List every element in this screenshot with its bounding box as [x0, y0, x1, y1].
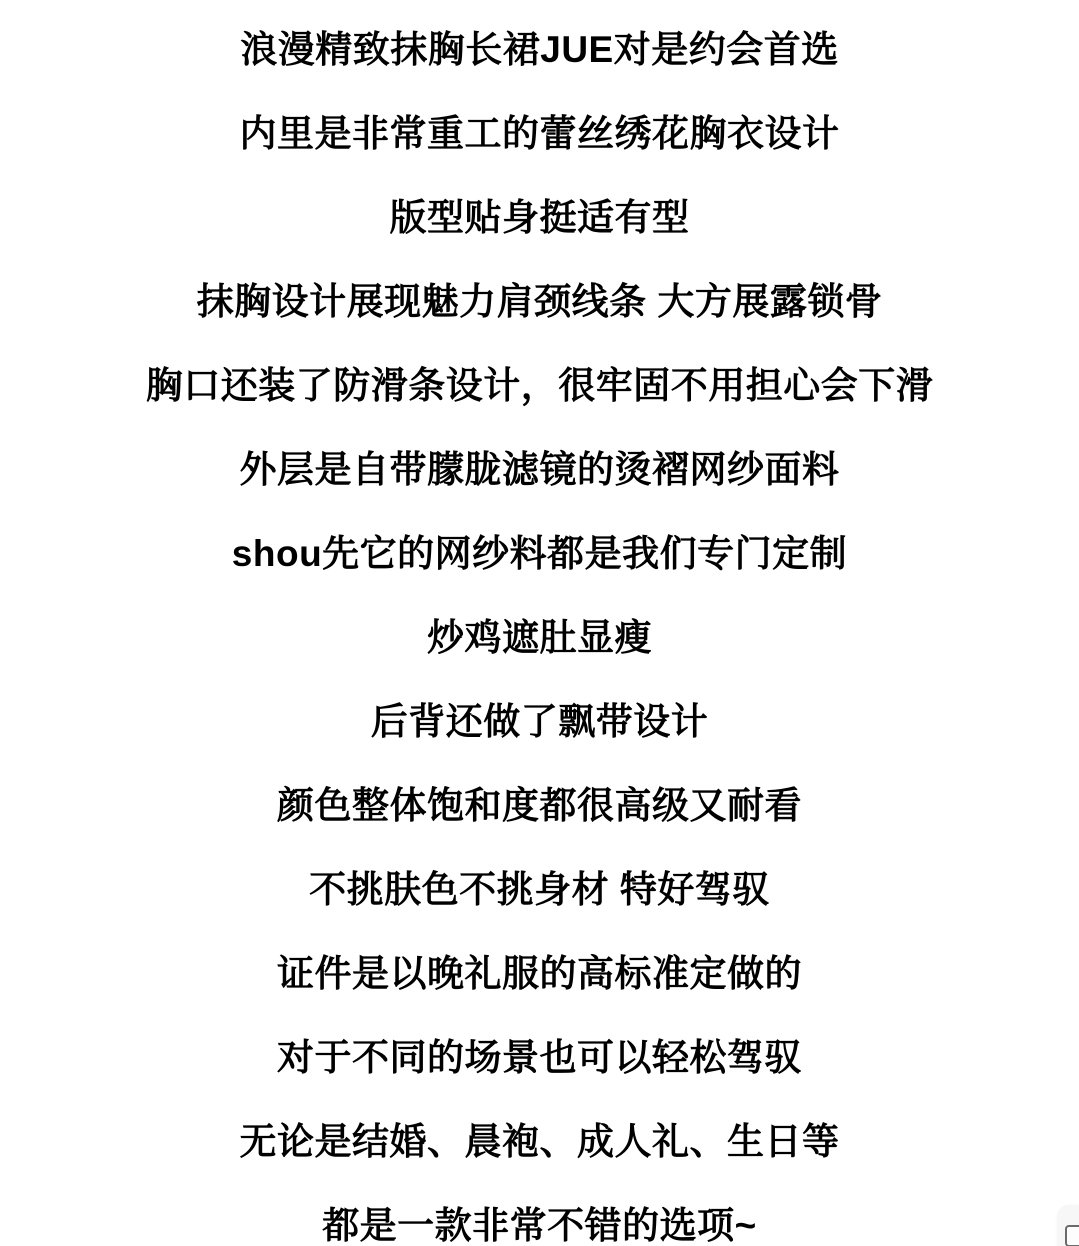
description-line-5: 胸口还装了防滑条设计，很牢固不用担心会下滑	[145, 365, 934, 406]
description-line-13: 对于不同的场景也可以轻松驾驭	[277, 1037, 802, 1078]
description-line-6: 外层是自带朦胧滤镜的烫褶网纱面料	[239, 449, 840, 490]
description-line-8: 炒鸡遮肚显瘦	[427, 617, 652, 658]
description-line-7: shou先它的网纱料都是我们专门定制	[231, 533, 848, 574]
description-line-1: 浪漫精致抹胸长裙JUE对是约会首选	[240, 29, 839, 70]
description-line-3: 版型贴身挺适有型	[389, 197, 690, 238]
description-line-14: 无论是结婚、晨袍、成人礼、生日等	[239, 1121, 840, 1162]
description-line-4: 抹胸设计展现魅力肩颈线条 大方展露锁骨	[196, 281, 883, 322]
description-line-2: 内里是非常重工的蕾丝绣花胸衣设计	[239, 113, 840, 154]
description-line-12: 证件是以晚礼服的高标准定做的	[277, 953, 802, 994]
description-line-11: 不挑肤色不挑身材 特好驾驭	[309, 869, 770, 910]
corner-floating-button[interactable]	[1057, 1205, 1079, 1246]
description-line-10: 颜色整体饱和度都很高级又耐看	[277, 785, 802, 826]
description-line-15: 都是一款非常不错的选项~	[322, 1205, 757, 1246]
description-line-9: 后背还做了飘带设计	[370, 701, 709, 742]
rounded-square-outline-icon	[1065, 1225, 1079, 1246]
